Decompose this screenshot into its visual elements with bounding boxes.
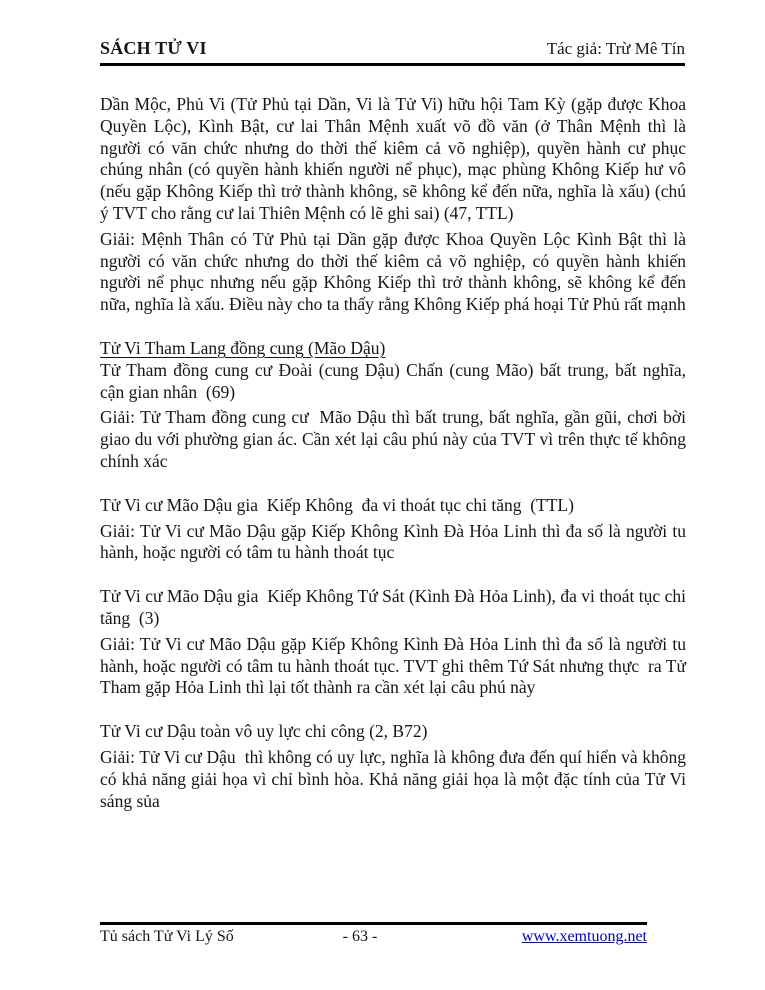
- footer-series-title: Tủ sách Tử Vi Lý Số: [100, 928, 234, 945]
- page-header: [100, 38, 685, 59]
- body-paragraph: Tử Vi cư Mão Dậu gia Kiếp Không đa vi thoát tục chi tăng (TTL): [100, 494, 574, 515]
- page-number: - 63 -: [342, 928, 378, 945]
- body-paragraph: Dần Mộc, Phủ Vi (Tử Phủ tại Dần, Vi là Tử Vi) hữu hội Tam Kỳ (gặp được Khoa Quyền Lộc), Kình Bật, cư lai Thân Mệnh xuất võ đồ văn (ở Thân Mệnh thì là người có văn chức nhưng do thời thế kiêm cả võ nghiệp), quyền hành cư phục chúng nhân (có quyền hành khiến người nể phục), mạc phùng Không Kiếp hư vô (nếu gặp Không Kiếp thì trở thành không, sẽ không kể đến nữa, nghĩa là xấu) (chú ý TVT cho rằng cư lai Thiên Mệnh có lẽ ghi sai) (47, TTL): [100, 94, 686, 223]
- book-title: SÁCH TỬ VI: [100, 38, 207, 58]
- page-body: [100, 94, 686, 812]
- section-heading: Tử Vi Tham Lang đồng cung (Mão Dậu): [100, 337, 386, 358]
- body-paragraph: Giải: Tử Tham đồng cung cư Mão Dậu thì bất trung, bất nghĩa, gần gũi, chơi bời giao du với phường gian ác. Cần xét lại câu phú này của TVT vì trên thực tế không chính xác: [100, 407, 686, 471]
- author-credit: Tác giả: Trừ Mê Tín: [546, 39, 685, 58]
- body-paragraph: Giải: Tử Vi cư Mão Dậu gặp Kiếp Không Kình Đà Hỏa Linh thì đa số là người tu hành, hoặc người có tâm tu hành thoát tục: [100, 520, 686, 563]
- body-paragraph: Tử Tham đồng cung cư Đoài (cung Dậu) Chấn (cung Mão) bất trung, bất nghĩa, cận gian nhân (69): [100, 359, 686, 402]
- body-paragraph: Giải: Tử Vi cư Mão Dậu gặp Kiếp Không Kình Đà Hỏa Linh thì đa số là người tu hành, hoặc người có tâm tu hành thoát tục. TVT ghi thêm Tứ Sát nhưng thực ra Tử Tham gặp Hỏa Linh thì lại tốt thành ra cần xét lại câu phú này: [100, 633, 686, 698]
- body-paragraph: Giải: Tử Vi cư Dậu thì không có uy lực, nghĩa là không đưa đến quí hiển và không có khả năng giải họa vì chỉ bình hòa. Khả năng giải họa là một đặc tính của Tử Vi sáng sủa: [100, 746, 686, 811]
- body-paragraph: Tử Vi cư Dậu toàn vô uy lực chi công (2, B72): [100, 721, 428, 742]
- header-divider: [100, 63, 685, 66]
- body-paragraph: Tử Vi cư Mão Dậu gia Kiếp Không Tứ Sát (Kình Đà Hỏa Linh), đa vi thoát tục chi tăng (3): [100, 586, 686, 628]
- website-link[interactable]: www.xemtuong.net: [521, 928, 647, 945]
- page-footer: [100, 928, 647, 950]
- body-paragraph: Giải: Mệnh Thân có Tử Phủ tại Dần gặp được Khoa Quyền Lộc Kình Bật thì là người có văn chức nhưng do thời thế kiêm cả võ nghiệp, có quyền hành khiến người nể phục nhưng nếu gặp Không Kiếp thì trở thành không, sẽ không kể đến nữa, nghĩa là xấu. Điều này cho ta thấy rằng Không Kiếp phá hoại Tử Phủ rất mạnh: [100, 228, 686, 315]
- footer-divider: [100, 922, 647, 925]
